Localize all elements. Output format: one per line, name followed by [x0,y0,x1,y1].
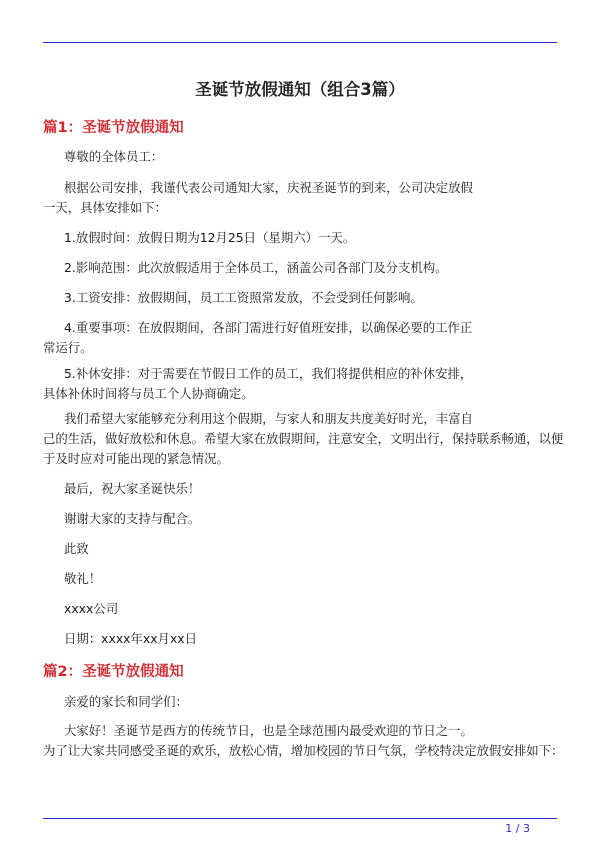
item-5-line-2: 具体补休时间将与员工个人协商确定。 [43,386,254,401]
item-5-line-1: 5.补休安排：对于需要在节假日工作的员工，我们将提供相应的补休安排， [64,366,473,381]
page-number: 1 / 3 [505,822,530,835]
section-1-date [43,629,557,649]
section-1-closing-4 [43,569,557,589]
intro-line-1: 根据公司安排，我谨代表公司通知大家，庆祝圣诞节的到来，公司决定放假 [64,180,473,195]
section-1-item-3 [43,288,557,308]
wish-line-2: 己的生活，做好放松和休息。希望大家在放假期间，注意安全，文明出行，保持联系畅通，以便 [43,431,564,446]
section-1-item-1 [43,228,557,248]
section-2-heading: 篇2：圣诞节放假通知 [43,664,184,680]
footer-rule [43,818,557,819]
section-1-wish [43,409,564,469]
section-2-intro [43,721,564,761]
section-1-closing-3 [43,539,557,559]
salutation-text: 尊敬的全体员工： [64,149,164,164]
company-text: xxxx公司 [64,601,119,616]
document-title: 圣诞节放假通知（组合3篇） [195,80,405,99]
wish-line-1: 我们希望大家能够充分利用这个假期，与家人和朋友共度美好时光，丰富自 [64,411,473,426]
section-2-salutation [43,692,557,712]
item-2-text: 2.影响范围：此次放假适用于全体员工，涵盖公司各部门及分支机构。 [64,260,448,275]
section-1-salutation [43,147,557,167]
section-1-heading: 篇1：圣诞节放假通知 [43,120,184,136]
intro-line-2: 一天，具体安排如下： [43,200,167,215]
section-1-item-5 [43,364,557,404]
item-4-line-2: 常运行。 [43,340,93,355]
item-1-text: 1.放假时间：放假日期为12月25日（星期六）一天。 [64,230,356,245]
section-1-company [43,599,557,619]
closing-3-text: 此致 [64,541,89,556]
item-3-text: 3.工资安排：放假期间，员工工资照常发放，不会受到任何影响。 [64,290,423,305]
section-2-intro-line-1: 大家好！圣诞节是西方的传统节日，也是全球范围内最受欢迎的节日之一。 [64,723,473,738]
wish-line-3: 于及时应对可能出现的紧急情况。 [43,451,229,466]
section-1-closing-1 [43,479,557,499]
date-text: 日期：xxxx年xx月xx日 [64,631,198,646]
section-1-item-4 [43,318,557,358]
section-1-closing-2 [43,509,557,529]
section-2-intro-line-2: 为了让大家共同感受圣诞的欢乐，放松心情，增加校园的节日气氛，学校特决定放假安排如下： [43,743,564,758]
section-2-salutation-text: 亲爱的家长和同学们： [64,694,188,709]
closing-4-text: 敬礼！ [64,571,102,586]
item-4-line-1: 4.重要事项：在放假期间，各部门需进行好值班安排，以确保必要的工作正 [64,320,473,335]
closing-2-text: 谢谢大家的支持与配合。 [64,511,201,526]
closing-1-text: 最后，祝大家圣诞快乐！ [64,481,201,496]
section-1-intro [43,178,557,218]
section-1-item-2 [43,258,557,278]
header-rule [43,42,557,43]
